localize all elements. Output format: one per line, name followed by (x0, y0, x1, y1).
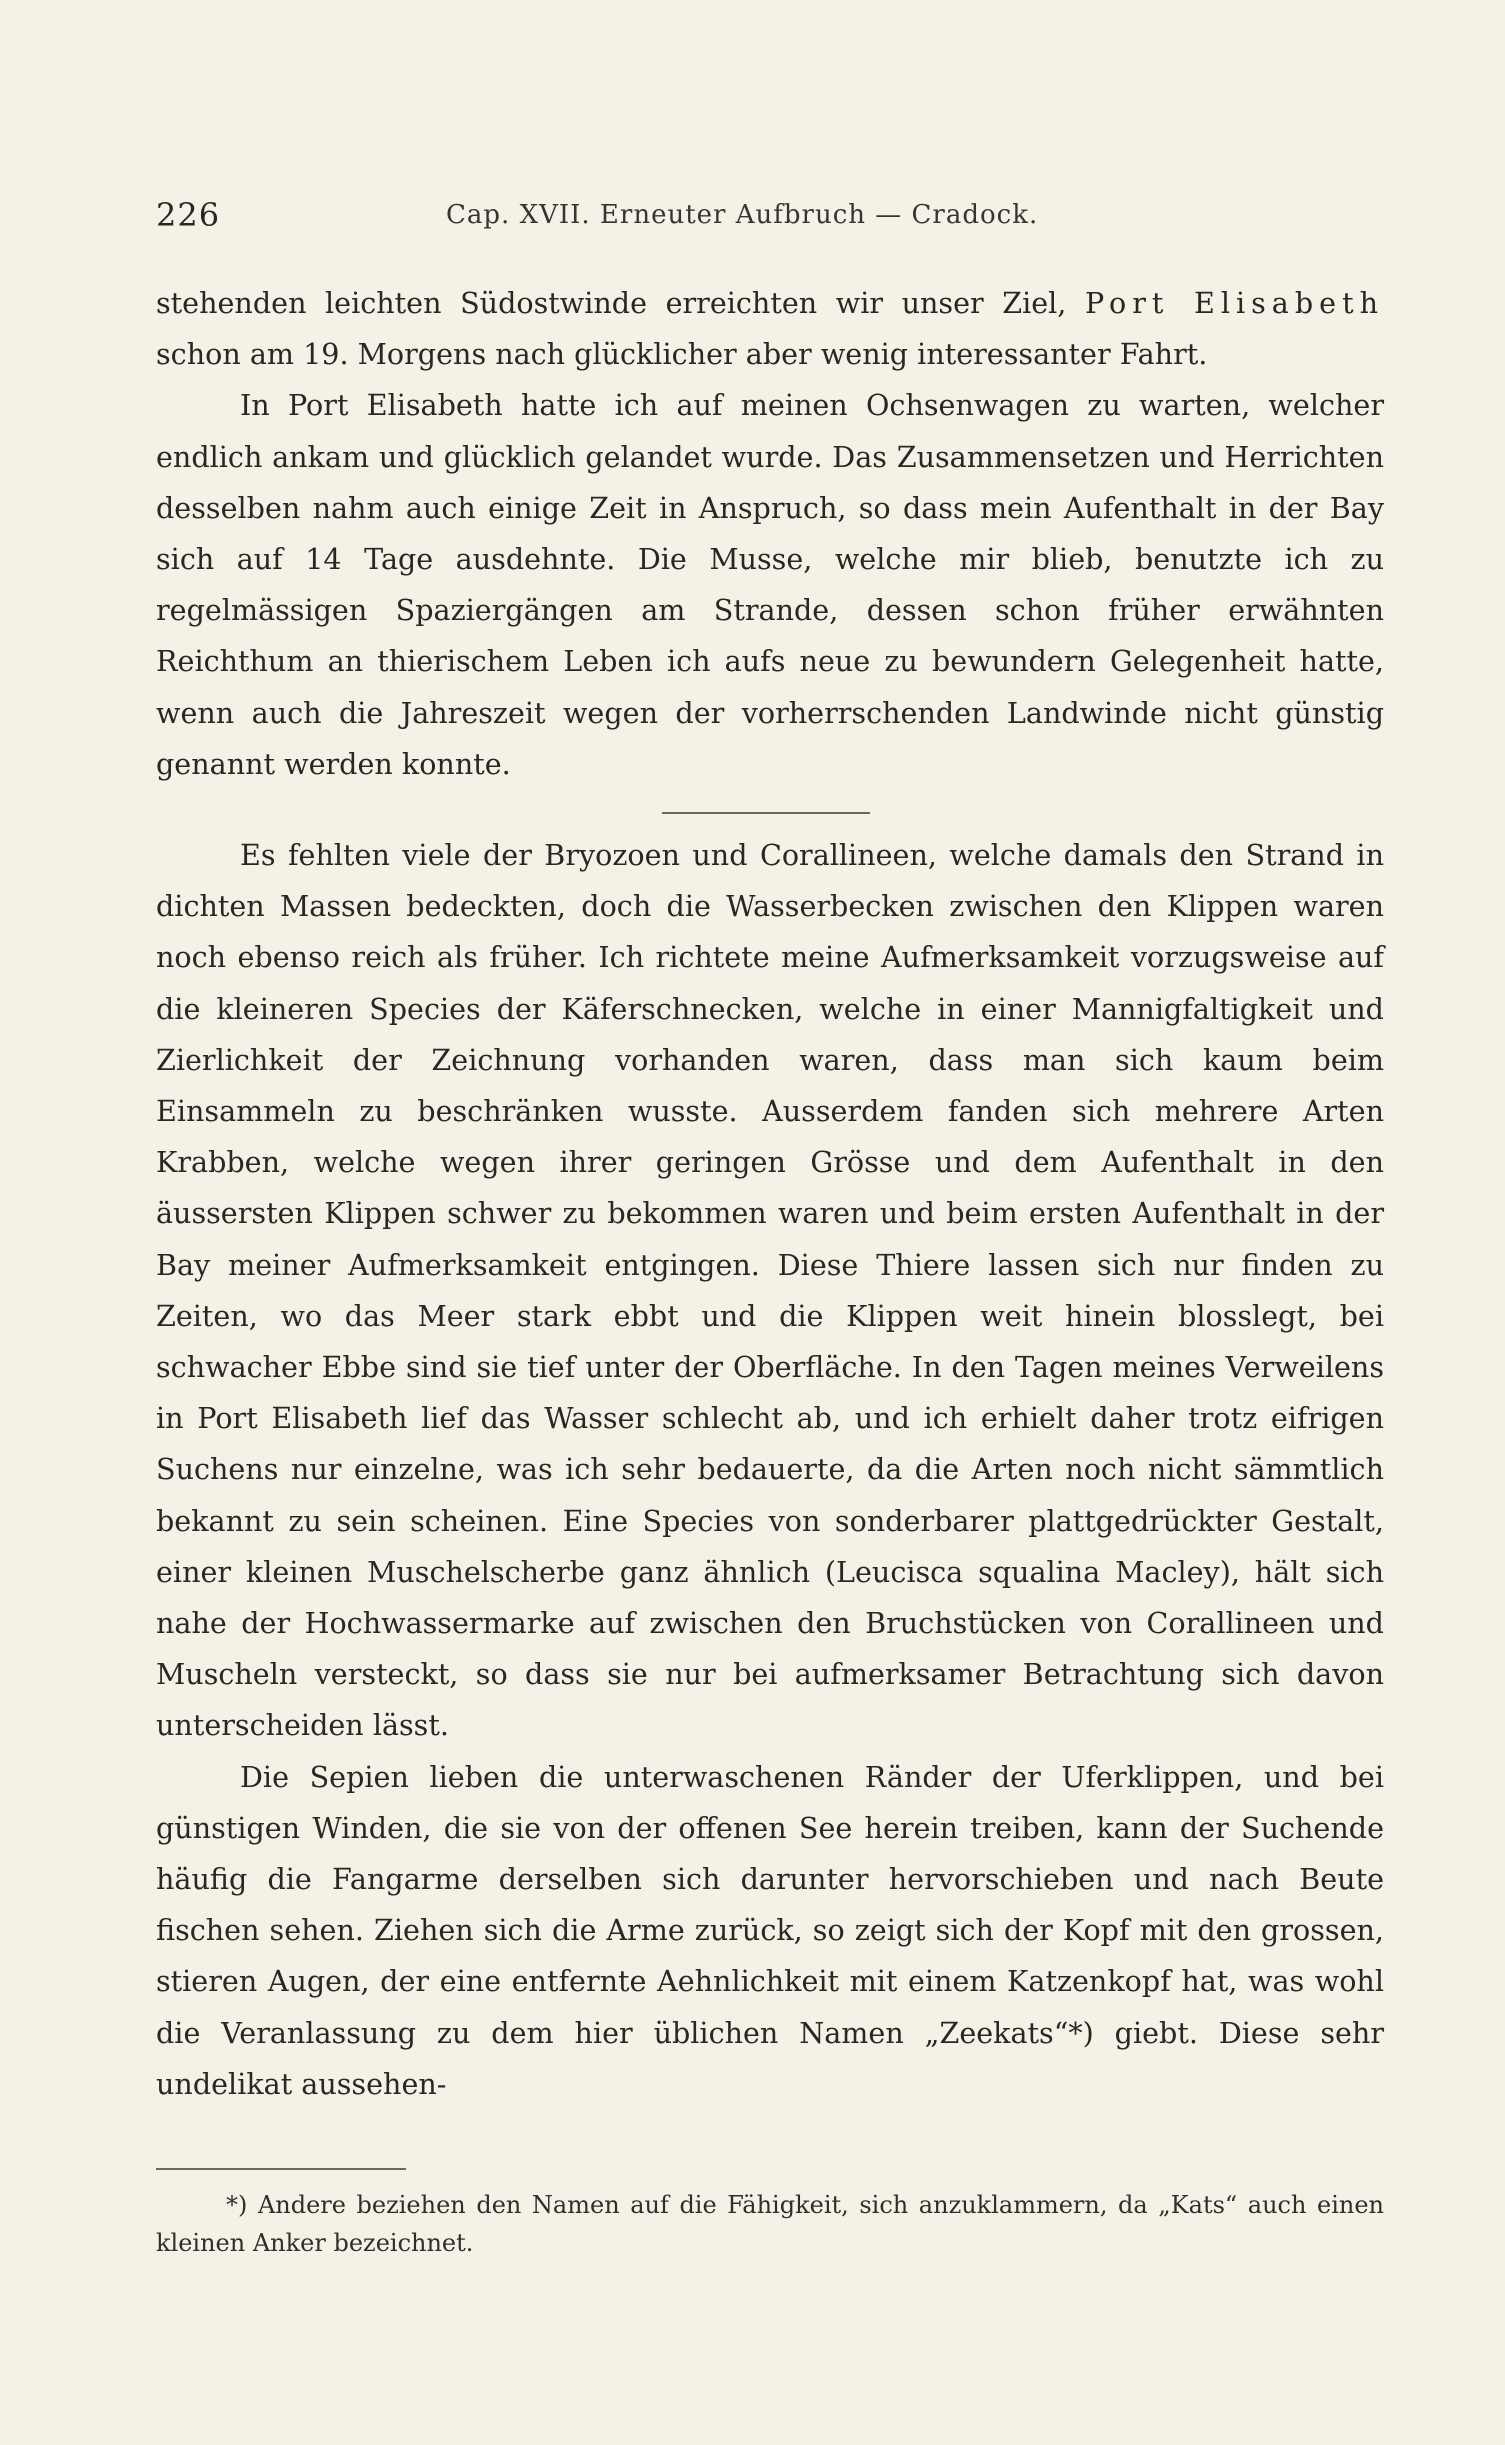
paragraph-2: In Port Elisabeth hatte ich auf meinen Ochsenwagen zu warten, welcher endlich ankam und glücklich gelandet wurde. Das Zusammensetzen und Herrichten desselben nahm auch einige Zeit in Anspruch, so dass mein Aufenthalt in der Bay sich auf 14 Tage ausdehnte. Die Musse, welche mir blieb, benutzte ich zu regelmässigen Spaziergängen am Strande, dessen schon früher erwähnten Reichthum an thierischem Leben ich aufs neue zu bewundern Gelegenheit hatte, wenn auch die Jahreszeit wegen der vorherrschenden Landwinde nicht günstig genannt werden konnte. (156, 388, 1384, 781)
running-head: Cap. XVII. Erneuter Aufbruch — Cradock. (446, 200, 1039, 230)
paragraph-1-text-before: stehenden leichten Südostwinde erreichten wir unser Ziel, (156, 286, 1085, 320)
paragraph-3: Es fehlten viele der Bryozoen und Corallineen, welche damals den Strand in dichten Massen bedeckten, doch die Wasserbecken zwischen den Klippen waren noch ebenso reich als früher. Ich richtete meine Aufmerksamkeit vorzugsweise auf die kleineren Species der Käferschnecken, welche in einer Mannigfaltigkeit und Zierlichkeit der Zeichnung vorhanden waren, dass man sich kaum beim Einsammeln zu beschränken wusste. Ausserdem fanden sich mehrere Arten Krabben, welche wegen ihrer geringen Grösse und dem Aufenthalt in den äussersten Klippen schwer zu bekommen waren und beim ersten Aufenthalt in der Bay meiner Aufmerksamkeit entgingen. Diese Thiere lassen sich nur finden zu Zeiten, wo das Meer stark ebbt und die Klippen weit hinein blosslegt, bei schwacher Ebbe sind sie tief unter der Oberfläche. In den Tagen meines Verweilens in Port Elisabeth lief das Wasser schlecht ab, und ich erhielt daher trotz eifrigen Suchens nur einzelne, was ich sehr bedauerte, da die Arten noch nicht sämmtlich bekannt zu sein scheinen. Eine Species von sonderbarer plattgedrückter Gestalt, einer kleinen Muschelscherbe ganz ähnlich (Leucisca squalina Macley), hält sich nahe der Hochwassermarke auf zwischen den Bruchstücken von Corallineen und Muscheln versteckt, so dass sie nur bei aufmerksamer Betrachtung sich davon unterscheiden lässt. (156, 838, 1384, 1743)
body-text-bottom (156, 830, 1384, 2110)
footnote-marker: *) (226, 2191, 248, 2219)
footnote-text-block (156, 2186, 1384, 2262)
page-number: 226 (156, 196, 221, 234)
place-name-spaced: Port Elisabeth (1084, 286, 1384, 320)
footnote (156, 2186, 1384, 2262)
section-divider (662, 812, 870, 814)
paragraph-4: Die Sepien lieben die unterwaschenen Ränder der Uferklippen, und bei günstigen Winden, die sie von der offenen See herein treiben, kann der Suchende häufig die Fangarme derselben sich darunter hervorschieben und nach Beute fischen sehen. Ziehen sich die Arme zurück, so zeigt sich der Kopf mit den grossen, stieren Augen, der eine entfernte Aehnlichkeit mit einem Katzenkopf hat, was wohl die Veranlassung zu dem hier üblichen Namen „Zeekats“*) giebt. Diese sehr undelikat aussehen- (156, 1759, 1384, 2101)
paragraph-1-text-after: schon am 19. Morgens nach glücklicher aber wenig interessanter Fahrt. (156, 337, 1208, 372)
paragraph-1 (156, 278, 1384, 380)
footnote-divider (156, 2168, 406, 2170)
body-text-top (156, 278, 1384, 790)
page-header (156, 196, 1386, 240)
footnote-text: Andere beziehen den Namen auf die Fähigkeit, sich anzuklammern, da „Kats“ auch einen kleinen Anker bezeichnet. (156, 2191, 1384, 2257)
